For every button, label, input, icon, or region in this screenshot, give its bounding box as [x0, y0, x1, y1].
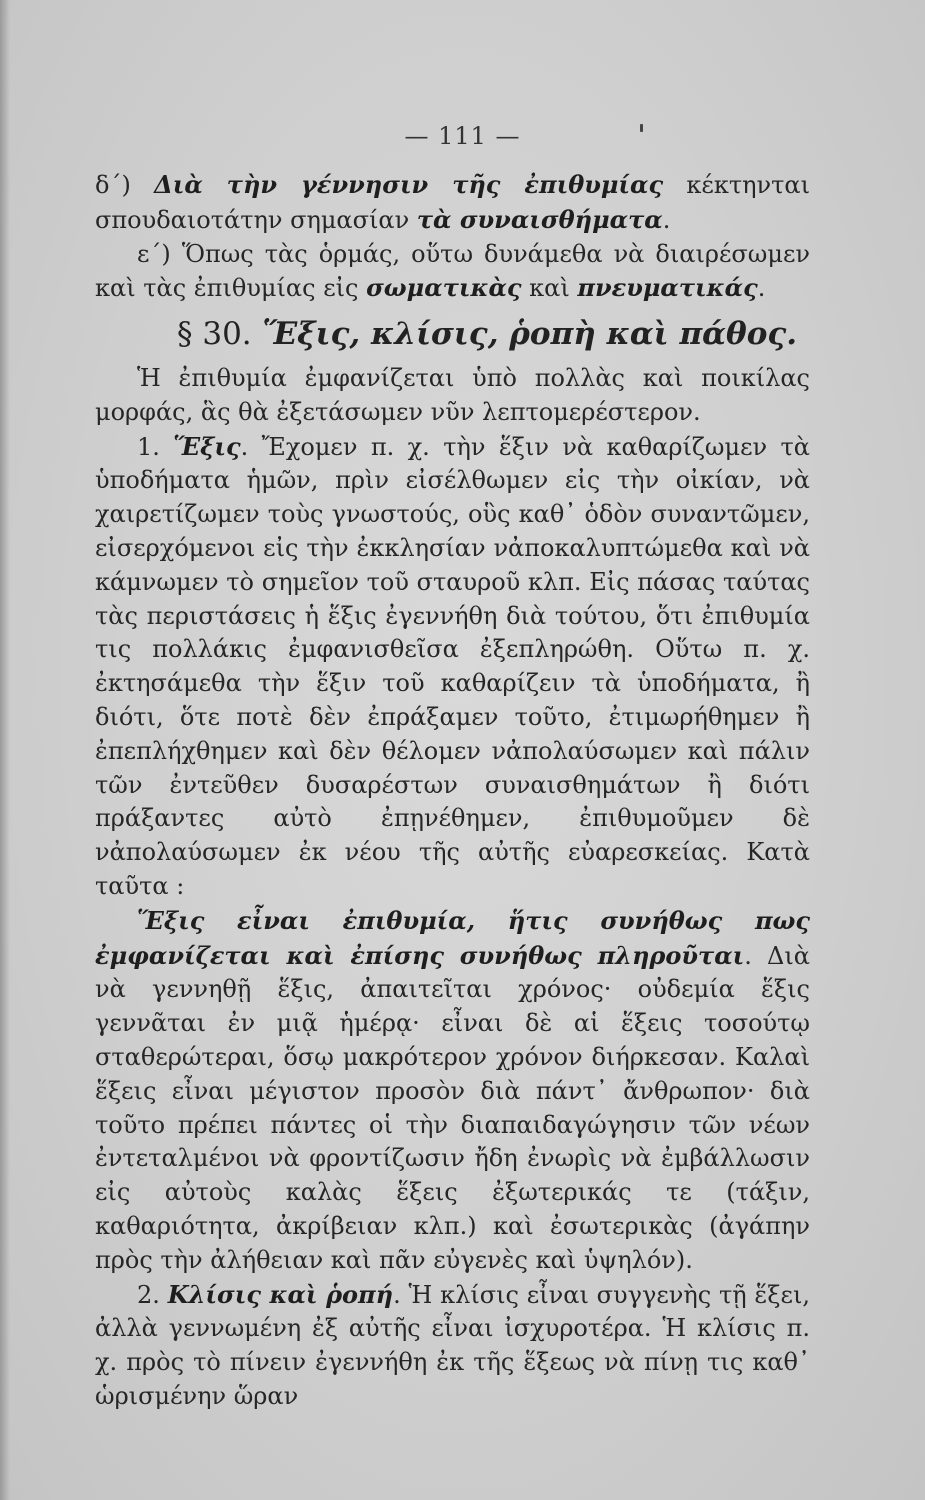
- ink-speck: [640, 124, 643, 132]
- emphasized-text: σωματικὰς: [366, 273, 522, 303]
- paragraph: [95, 168, 810, 238]
- page-edge-shadow: [0, 0, 10, 1500]
- paragraph: [95, 1278, 810, 1414]
- text-run: .: [757, 274, 766, 303]
- paragraph: [95, 430, 810, 904]
- paragraph: [95, 238, 810, 307]
- text-run: 1.: [137, 432, 174, 461]
- text-run: Ἡ ἐπιθυμία ἐμφανίζεται ὑπὸ πολλὰς καὶ ποικίλας μορφάς, ἃς θὰ ἐξετάσωμεν νῦν λεπτομερέστερον.: [95, 363, 810, 426]
- section-number: § 30.: [177, 316, 252, 353]
- body-text: [95, 168, 810, 1414]
- emphasized-text: Διὰ τὴν γέννησιν τῆς ἐπιθυμίας: [154, 170, 664, 199]
- section-heading: [95, 318, 810, 352]
- text-run: . Ἔχομεν π. χ. τὴν ἕξιν νὰ καθαρίζωμεν τὰ ὑποδήματα ἡμῶν, πρὶν εἰσέλθωμεν εἰς τὴν οἰκίαν, νὰ χαιρετίζωμεν τοὺς γνωστούς, οὓς καθ᾿ ὁδὸν συναντῶμεν, εἰσερχόμενοι εἰς τὴν ἐκκλησίαν νἀποκαλυπτώμεθα καὶ νὰ κάμνωμεν τὸ σημεῖον τοῦ σταυροῦ κλπ. Εἰς πάσας ταύτας τὰς περιστάσεις ἡ ἕξις ἐγεννήθη διὰ τούτου, ὅτι ἐπιθυμία τις πολλάκις ἐμφανισθεῖσα ἐξεπληρώθη. Οὕτω π. χ. ἐκτησάμεθα τὴν ἕξιν τοῦ καθαρίζειν τὰ ὑποδήματα, ἢ διότι, ὅτε ποτὲ δὲν ἐπράξαμεν τοῦτο, ἐτιμωρήθημεν ἢ ἐπεπλήχθημεν καὶ δὲν θέλομεν νἀπολαύσωμεν καὶ πάλιν τῶν ἐντεῦθεν δυσαρέστων συναισθημάτων ἢ διότι πράξαντες αὐτὸ ἐπῃνέθημεν, ἐπιθυμοῦμεν δὲ νἀπολαύσωμεν ἐκ νέου τῆς αὐτῆς εὐαρεσκείας. Κατὰ ταῦτα :: [95, 432, 810, 900]
- text-run: κέκτηνται σπουδαιοτάτην σημασίαν: [95, 171, 810, 234]
- section-title: Ἕξις, κλίσις, ῥοπὴ καὶ πάθος.: [262, 316, 798, 353]
- emphasized-text: Ἕξις: [173, 431, 241, 461]
- page-number: — 111 —: [404, 122, 521, 150]
- paragraph: [95, 362, 810, 430]
- emphasized-text: τὰ συναισθήματα: [416, 204, 663, 234]
- text-run: 2.: [137, 1280, 168, 1309]
- emphasized-text: Ἕξις εἶναι ἐπιθυμία, ἥτις συνήθως πως ἐμφανίζεται καὶ ἐπίσης συνήθως πληροῦται: [95, 905, 810, 970]
- emphasized-text: Κλίσις καὶ ῥοπή: [167, 1279, 394, 1309]
- text-run: καὶ: [521, 274, 578, 303]
- text-run: ε΄) Ὅπως τὰς ὁρμάς, οὕτω δυνάμεθα νὰ διαιρέσωμεν καὶ τὰς ἐπιθυμίας εἰς: [95, 239, 810, 303]
- text-run: . Ἡ κλίσις εἶναι συγγενὴς τῇ ἕξει, ἀλλὰ γεννωμένη ἐξ αὐτῆς εἶναι ἰσχυροτέρα. Ἡ κλίσις π. χ. πρὸς τὸ πίνειν ἐγεννήθη ἐκ τῆς ἕξεως νὰ πίνῃ τις καθ᾿ ὡρισμένην ὥραν: [95, 1280, 811, 1410]
- paragraph: [95, 904, 810, 1278]
- text-run: .: [662, 205, 671, 234]
- text-run: . Διὰ νὰ γεννηθῇ ἕξις, ἀπαιτεῖται χρόνος· οὐδεμία ἕξις γεννᾶται ἐν μιᾷ ἡμέρᾳ· εἶναι δὲ αἱ ἕξεις τοσούτῳ σταθερώτεραι, ὅσῳ μακρότερον χρόνον διήρκεσαν. Καλαὶ ἕξεις εἶναι μέγιστον προσὸν διὰ πάντ᾿ ἄνθρωπον· διὰ τοῦτο πρέπει πάντες οἱ τὴν διαπαιδαγώγησιν τῶν νέων ἐντεταλμένοι νὰ φροντίζωσιν ἤδη ἐνωρὶς νὰ ἐμβάλλωσιν εἰς αὐτοὺς καλὰς ἕξεις ἐξωτερικάς τε (τάξιν, καθαριότητα, ἀκρίβειαν κλπ.) καὶ ἐσωτερικὰς (ἀγάπην πρὸς τὴν ἀλήθειαν καὶ πᾶν εὐγενὲς καὶ ὑψηλόν).: [95, 941, 810, 1274]
- emphasized-text: πνευματικάς: [577, 273, 758, 303]
- text-run: δ΄): [95, 171, 155, 199]
